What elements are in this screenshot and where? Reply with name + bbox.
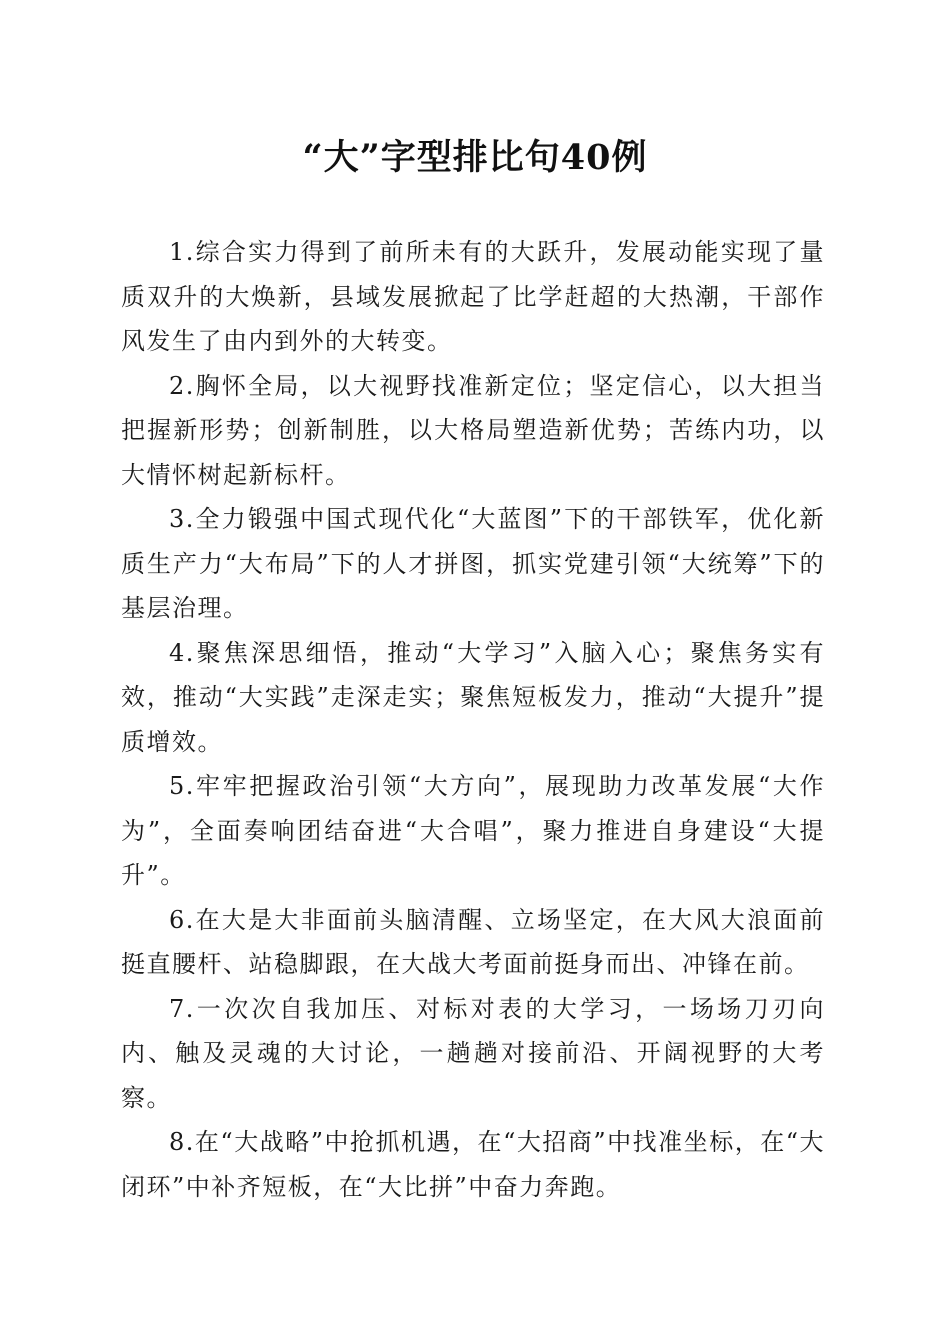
paragraph-7: 7.一次次自我加压、对标对表的大学习，一场场刀刃向内、触及灵魂的大讨论，一趟趟对接前沿、开阔视野的大考察。 <box>121 994 825 1112</box>
paragraph-2: 2.胸怀全局，以大视野找准新定位；坚定信心，以大担当把握新形势；创新制胜，以大格局塑造新优势；苦练内功，以大情怀树起新标杆。 <box>121 371 825 489</box>
paragraph-3: 3.全力锻强中国式现代化“大蓝图”下的干部铁军，优化新质生产力“大布局”下的人才拼图，抓实党建引领“大统筹”下的基层治理。 <box>121 505 825 622</box>
paragraph-1: 1.综合实力得到了前所未有的大跃升，发展动能实现了量质双升的大焕新，县域发展掀起了比学赶超的大热潮，干部作风发生了由内到外的大转变。 <box>121 238 825 355</box>
document-title: “大”字型排比句40例 <box>302 137 648 178</box>
paragraph-8: 8.在“大战略”中抢抓机遇，在“大招商”中找准坐标，在“大闭环”中补齐短板，在“大比拼”中奋力奔跑。 <box>121 1128 825 1201</box>
paragraph-6: 6.在大是大非面前头脑清醒、立场坚定，在大风大浪面前挺直腰杆、站稳脚跟，在大战大考面前挺身而出、冲锋在前。 <box>121 905 825 978</box>
document-body <box>121 230 825 1209</box>
paragraph-5: 5.牢牢把握政治引领“大方向”，展现助力改革发展“大作为”，全面奏响团结奋进“大合唱”，聚力推进自身建设“大提升”。 <box>121 772 825 889</box>
paragraph-4: 4.聚焦深思细悟，推动“大学习”入脑入心；聚焦务实有效，推动“大实践”走深走实；聚焦短板发力，推动“大提升”提质增效。 <box>121 638 825 756</box>
